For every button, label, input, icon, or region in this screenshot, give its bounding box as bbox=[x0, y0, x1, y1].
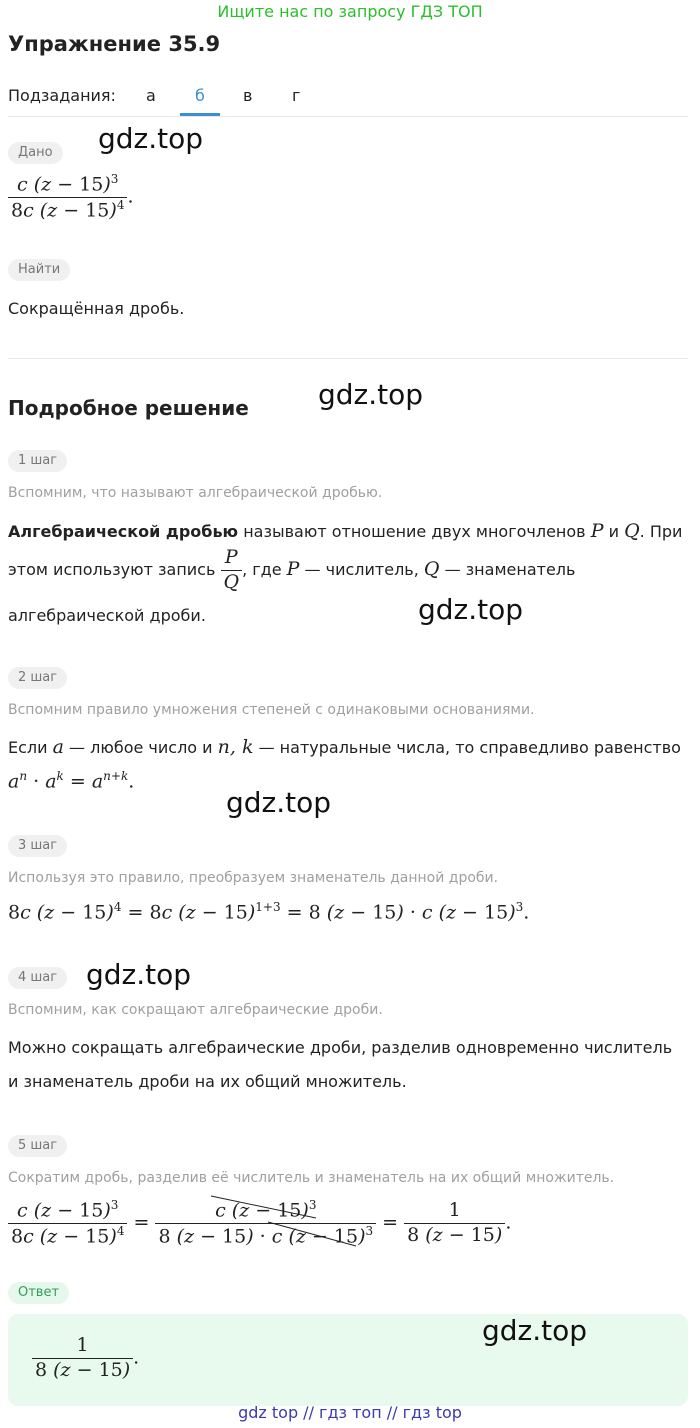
tab-a[interactable]: а bbox=[146, 86, 156, 105]
tabs-divider bbox=[8, 116, 688, 117]
watermark: gdz.top bbox=[482, 1314, 588, 1347]
step-2-pill: 2 шаг bbox=[8, 667, 67, 689]
find-pill: Найти bbox=[8, 259, 70, 281]
step-5-equation: $\frac{c (z - 15)^3}{8c (z - 15)^4}$ = $\frac{c (z - 15)^3}{8 (z - 15) \cdot c (z - 15)^3}$ = $\frac{1}{8 (z - 15)}$ . bbox=[8, 1198, 511, 1249]
step-2-line-1: Если a — любое число и n, k — натуральные числа, то справедливо равенство bbox=[8, 736, 681, 758]
section-divider bbox=[8, 358, 688, 359]
step-1-line-2: этом используют запись $\frac{P}{Q}$ , где P — числитель, Q — знаменатель bbox=[8, 546, 576, 593]
answer-pill: Ответ bbox=[8, 1282, 69, 1304]
step-1-hint: Вспомним, что называют алгебраической дробью. bbox=[8, 485, 383, 501]
step-5-hint: Сократим дробь, разделив её числитель и знаменатель на их общий множитель. bbox=[8, 1170, 615, 1186]
step-4-hint: Вспомним, как сокращают алгебраические дроби. bbox=[8, 1002, 383, 1018]
given-expression: $\frac{c (z - 15)^3}{8c (z - 15)^4}$ . bbox=[8, 172, 134, 223]
step-4-line-2: и знаменатель дроби на их общий множитель. bbox=[8, 1072, 407, 1091]
given-pill: Дано bbox=[8, 142, 63, 164]
tab-v[interactable]: в bbox=[243, 86, 253, 105]
tab-b[interactable]: б bbox=[195, 86, 205, 105]
search-banner: Ищите нас по запросу ГДЗ ТОП bbox=[217, 2, 483, 21]
step-3-equation: 8c $(z - 15)^4 = 8c$ $(z - 15)^{1+3} = 8$ (z − 15) · c $(z - 15)^3$. bbox=[8, 900, 530, 924]
page-title: Упражнение 35.9 bbox=[8, 32, 221, 56]
step-4-pill: 4 шаг bbox=[8, 967, 67, 989]
step-3-hint: Используя это правило, преобразуем знаменатель данной дроби. bbox=[8, 870, 499, 886]
footer-links[interactable]: gdz top // гдз топ // гдз top bbox=[238, 1403, 462, 1422]
watermark: gdz.top bbox=[98, 122, 204, 155]
cancel-mark: c $(z - 15)^3$ bbox=[215, 1198, 316, 1223]
step-5-pill: 5 шаг bbox=[8, 1135, 67, 1157]
step-1-pill: 1 шаг bbox=[8, 450, 67, 472]
term-bold: Алгебраической дробью bbox=[8, 522, 239, 541]
step-1-line-3: алгебраической дроби. bbox=[8, 606, 206, 625]
step-2-hint: Вспомним правило умножения степеней с одинаковыми основаниями. bbox=[8, 702, 535, 718]
watermark: gdz.top bbox=[226, 786, 332, 819]
subtasks-label: Подзадания: bbox=[8, 86, 116, 105]
watermark: gdz.top bbox=[318, 378, 424, 411]
answer-expression: $\frac{1}{8 (z - 15)}$ . bbox=[32, 1334, 139, 1383]
step-1-line-1: Алгебраической дробью называют отношение двух многочленов P и Q. При bbox=[8, 520, 683, 542]
tab-g[interactable]: г bbox=[292, 86, 301, 105]
power-rule: $a^n \cdot a^k = a^{n+k}$. bbox=[8, 769, 135, 793]
find-text: Сокращённая дробь. bbox=[8, 299, 185, 318]
watermark: gdz.top bbox=[86, 958, 192, 991]
solution-title: Подробное решение bbox=[8, 396, 249, 420]
step-3-pill: 3 шаг bbox=[8, 835, 67, 857]
step-4-line-1: Можно сокращать алгебраические дроби, разделив одновременно числитель bbox=[8, 1038, 673, 1057]
watermark: gdz.top bbox=[418, 593, 524, 626]
cancel-mark: c $(z - 15)^3$ bbox=[272, 1224, 373, 1249]
